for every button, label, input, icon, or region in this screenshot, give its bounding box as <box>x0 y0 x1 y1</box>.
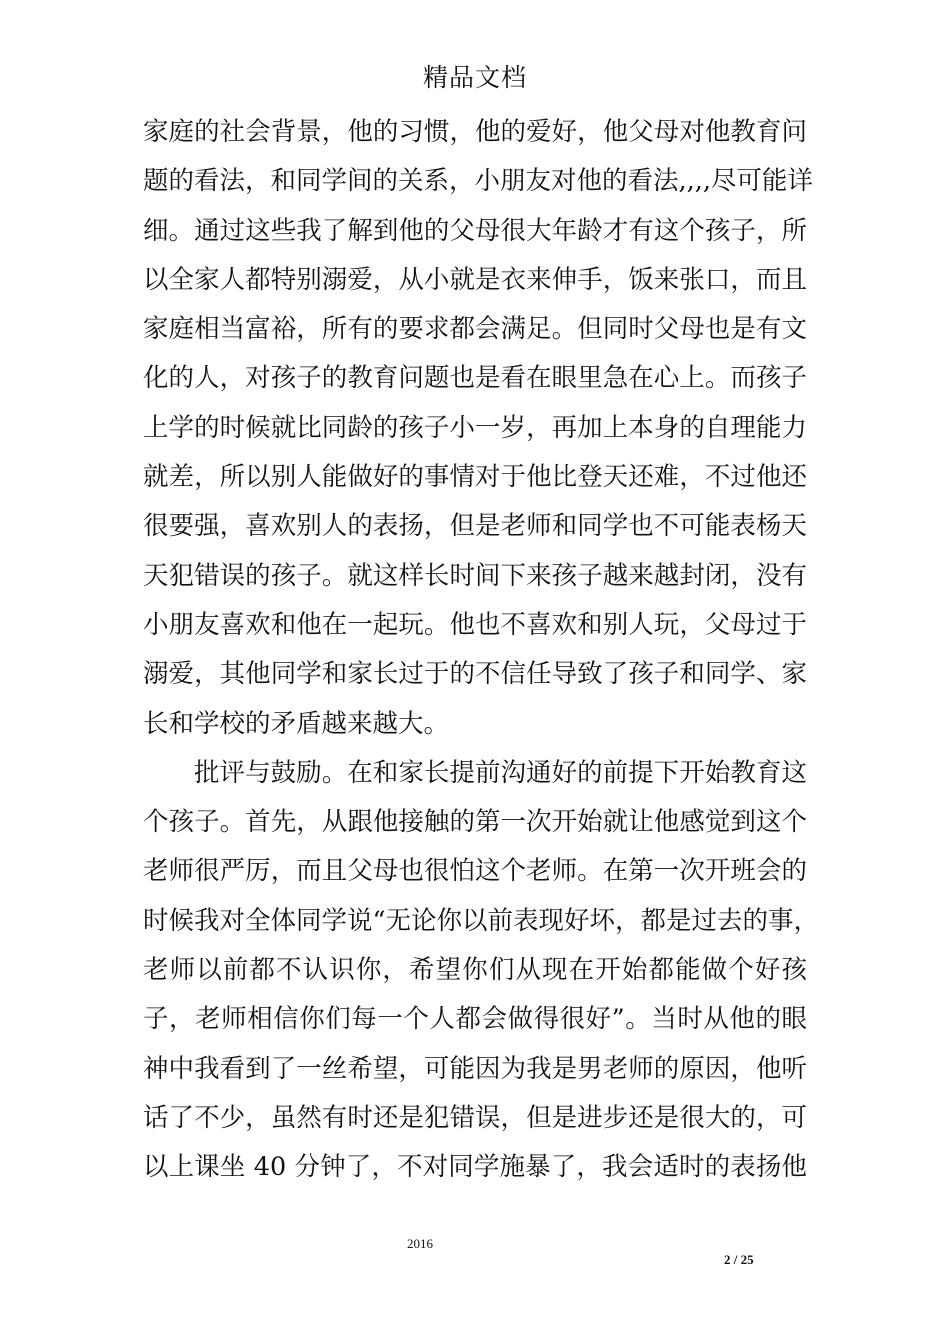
text-line: 上学的时候就比同龄的孩子小一岁，再加上本身的自理能力 <box>143 412 807 443</box>
text-line: 子，老师相信你们每一个人都会做得很好”。当时从他的眼 <box>143 1004 807 1035</box>
text-line: 神中我看到了一丝希望，可能因为我是男老师的原因，他听 <box>143 1053 807 1084</box>
text-line: 话了不少，虽然有时还是犯错误，但是进步还是很大的，可 <box>143 1102 807 1133</box>
text-line: 很要强，喜欢别人的表扬，但是老师和同学也不可能表杨天 <box>143 511 807 542</box>
footer-year: 2016 <box>407 1236 433 1251</box>
text-line: 家庭的社会背景，他的习惯，他的爱好，他父母对他教育问 <box>143 117 807 147</box>
text-line: 长和学校的矛盾越来越大。 <box>143 708 450 739</box>
text-line: 细。通过这些我了解到他的父母很大年龄才有这个孩子，所 <box>143 215 807 246</box>
text-line: 老师以前都不认识你，希望你们从现在开始都能做个好孩 <box>143 955 807 986</box>
text-line: 小朋友喜欢和他在一起玩。他也不喜欢和别人玩，父母过于 <box>143 609 807 640</box>
text-line: 溺爱，其他同学和家长过于的不信任导致了孩子和同学、家 <box>143 659 807 690</box>
text-line: 以全家人都特别溺爱，从小就是衣来伸手，饭来张口，而且 <box>143 264 807 295</box>
text-line: 题的看法，和同学间的关系，小朋友对他的看法,,,,尽可能详 <box>143 166 813 197</box>
text-line: 个孩子。首先，从跟他接触的第一次开始就让他感觉到这个 <box>143 807 807 838</box>
text-line: 天犯错误的孩子。就这样长时间下来孩子越来越封闭，没有 <box>143 560 807 591</box>
text-line: 老师很严厉，而且父母也很怕这个老师。在第一次开班会的 <box>143 856 807 887</box>
text-line: 就差，所以别人能做好的事情对于他比登天还难，不过他还 <box>143 462 807 493</box>
document-body <box>143 108 820 1193</box>
text-line: 以上课坐 40 分钟了，不对同学施暴了，我会适时的表扬他 <box>143 1152 807 1183</box>
page-number: 2 / 25 <box>724 1252 754 1267</box>
paragraph-2 <box>143 749 820 1193</box>
text-line: 时候我对全体同学说“无论你以前表现好坏，都是过去的事， <box>143 905 820 936</box>
text-line: 化的人，对孩子的教育问题也是看在眼里急在心上。而孩子 <box>143 363 807 394</box>
page-header-title: 精品文档 <box>422 63 527 92</box>
text-line: 家庭相当富裕，所有的要求都会满足。但同时父母也是有文 <box>143 314 807 345</box>
paragraph-1 <box>143 108 813 749</box>
text-line: 批评与鼓励。在和家长提前沟通好的前提下开始教育这 <box>194 757 807 788</box>
